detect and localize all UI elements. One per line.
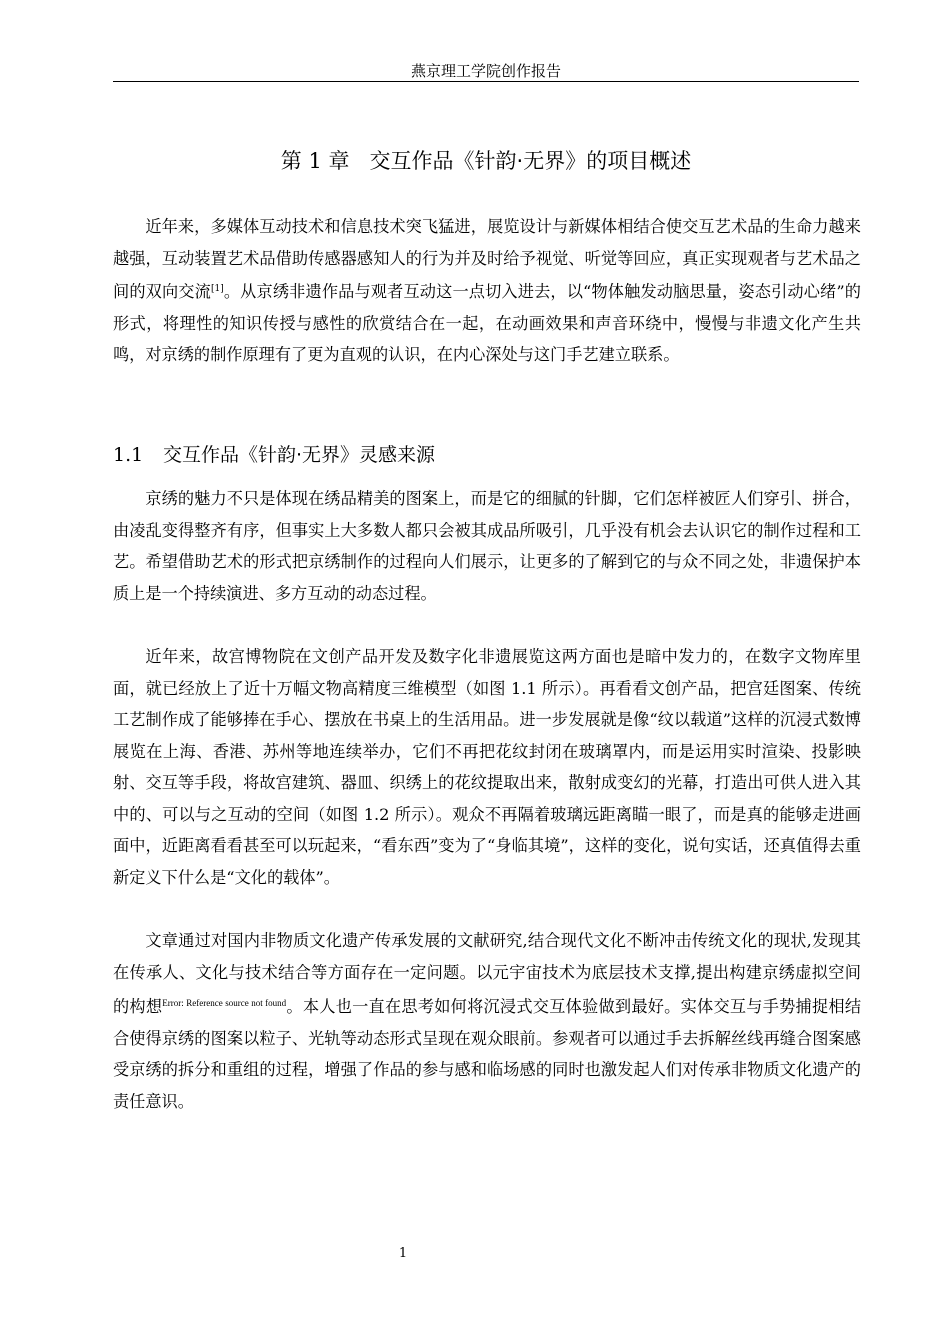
section-paragraph-1: 京绣的魅力不只是体现在绣品精美的图案上，而是它的细腻的针脚，它们怎样被匠人们穿引、拼合，由凌乱变得整齐有序，但事实上大多数人都只会被其成品所吸引，几乎没有机会去认识它的制作过程和工艺。希望借助艺术的形式把京绣制作的过程向人们展示，让更多的了解到它的与众不同之处，非遗保护本质上是一个持续演进、多方互动的动态过程。 (113, 489, 861, 603)
section-paragraph-2: 近年来，故宫博物院在文创产品开发及数字化非遗展览这两方面也是暗中发力的，在数字文物库里面，就已经放上了近十万幅文物高精度三维模型（如图 1.1 所示）。再看看文创产品，把宫廷图案、传统工艺制作成了能够捧在手心、摆放在书桌上的生活用品。进一步发展就是像“纹以载道”这样的沉浸式数博展览在上海、香港、苏州等地连续举办，它们不再把花纹封闭在玻璃罩内，而是运用实时渲染、投影映射、交互等手段，将故宫建筑、器皿、织绣上的花纹提取出来，散射成变幻的光幕，打造出可供人进入其中的、可以与之互动的空间（如图 1.2 所示）。观众不再隔着玻璃远距离瞄一眼了，而是真的能够走进画面中，近距离看看甚至可以玩起来，“看东西”变为了“身临其境”，这样的变化，说句实话，还真值得去重新定义下什么是“文化的载体”。 (113, 647, 861, 887)
intro-text: 近年来，多媒体互动技术和信息技术突飞猛进，展览设计与新媒体相结合使交互艺术品的生命力越来越强，互动装置艺术品借助传感器感知人的行为并及时给予视觉、听觉等回应，真正实现观者与艺术品之间的双向交流 (113, 217, 861, 301)
intro-text-cont: 。从京绣非遗作品与观者互动这一点切入进去，以“物体触发动脑思量，姿态引动心绪”的形式，将理性的知识传授与感性的欣赏结合在一起，在动画效果和声音环绕中，慢慢与非遗文化产生共鸣，对京绣的制作原理有了更为直观的认识，在内心深处与这门手艺建立联系。 (113, 282, 861, 364)
chapter-title-text: 交互作品《针韵·无界》的项目概述 (369, 149, 692, 173)
page-number: 1 (398, 1246, 408, 1261)
chapter-title (113, 146, 859, 176)
section-paragraph-3 (113, 925, 861, 1117)
intro-paragraph (113, 211, 861, 371)
citation-ref[interactable]: [1] (210, 284, 224, 294)
chapter-number: 第 1 章 (280, 149, 350, 173)
reference-error-note[interactable]: Error: Reference source not found (162, 998, 287, 1008)
section-number: 1.1 (113, 444, 144, 466)
header-divider (113, 81, 859, 82)
para3-text: 文章通过对国内非物质文化遗产传承发展的文献研究,结合现代文化不断冲击传统文化的现状,发现其在传承人、文化与技术结合等方面存在一定问题。以元宇宙技术为底层技术支撑,提出构建京绣虚拟空间的构想 (113, 931, 861, 1016)
para3-text-cont: 。本人也一直在思考如何将沉浸式交互体验做到最好。实体交互与手势捕捉相结合使得京绣的图案以粒子、光轨等动态形式呈现在观众眼前。参观者可以通过手去拆解丝线再缝合图案感受京绣的拆分和重组的过程，增强了作品的参与感和临场感的同时也激发起人们对传承非物质文化遗产的责任意识。 (113, 997, 862, 1111)
section-title-text: 交互作品《针韵·无界》灵感来源 (163, 444, 436, 466)
section-title (113, 441, 859, 469)
page-header: 燕京理工学院创作报告 (410, 62, 561, 80)
